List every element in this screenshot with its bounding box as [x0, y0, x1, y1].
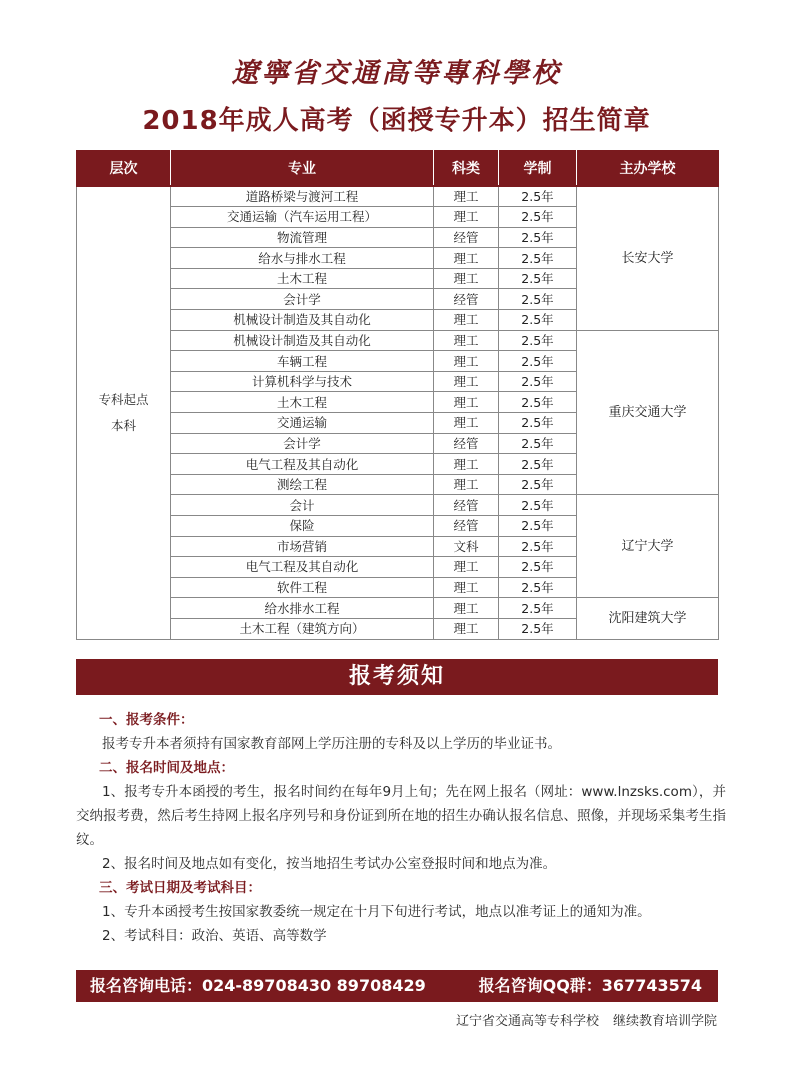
major-cell: 会计学	[171, 433, 434, 454]
school-cell: 沈阳建筑大学	[577, 598, 719, 639]
duration-cell: 2.5年	[499, 351, 577, 372]
duration-cell: 2.5年	[499, 207, 577, 228]
duration-cell: 2.5年	[499, 474, 577, 495]
level-label-line2: 本科	[110, 417, 136, 433]
category-cell: 理工	[434, 474, 499, 495]
programs-table	[76, 150, 719, 640]
category-cell: 理工	[434, 186, 499, 207]
category-cell: 理工	[434, 351, 499, 372]
category-cell: 理工	[434, 454, 499, 475]
section-heading-conditions: 一、报考条件：	[99, 712, 194, 728]
column-header-level: 层次	[77, 150, 171, 186]
major-cell: 交通运输（汽车运用工程）	[171, 207, 434, 228]
contact-qq: 报名咨询QQ群：367743574	[478, 976, 702, 995]
duration-cell: 2.5年	[499, 433, 577, 454]
major-cell: 土木工程	[171, 268, 434, 289]
major-cell: 给水与排水工程	[171, 248, 434, 269]
category-cell: 理工	[434, 310, 499, 331]
school-cell: 长安大学	[577, 186, 719, 330]
level-cell	[77, 186, 171, 639]
duration-cell: 2.5年	[499, 227, 577, 248]
section-paragraph: 2、考试科目：政治、英语、高等数学	[102, 928, 327, 944]
table-row	[77, 598, 719, 619]
major-cell: 物流管理	[171, 227, 434, 248]
category-cell: 理工	[434, 248, 499, 269]
column-header-category: 科类	[434, 150, 499, 186]
category-cell: 理工	[434, 413, 499, 434]
major-cell: 计算机科学与技术	[171, 371, 434, 392]
category-cell: 文科	[434, 536, 499, 557]
table-row	[77, 186, 719, 207]
contact-band	[76, 970, 718, 1002]
section-heading-exam: 三、考试日期及考试科目：	[99, 880, 261, 896]
table-body	[77, 186, 719, 639]
footer-school: 辽宁省交通高等专科学校	[455, 1014, 599, 1029]
duration-cell: 2.5年	[499, 516, 577, 537]
category-cell: 理工	[434, 371, 499, 392]
category-cell: 理工	[434, 618, 499, 639]
major-cell: 测绘工程	[171, 474, 434, 495]
major-cell: 会计学	[171, 289, 434, 310]
category-cell: 理工	[434, 207, 499, 228]
school-name: 遼寧省交通高等專科學校	[231, 58, 562, 89]
duration-cell: 2.5年	[499, 495, 577, 516]
school-cell: 辽宁大学	[577, 495, 719, 598]
duration-cell: 2.5年	[499, 310, 577, 331]
duration-cell: 2.5年	[499, 289, 577, 310]
duration-cell: 2.5年	[499, 186, 577, 207]
duration-cell: 2.5年	[499, 618, 577, 639]
section-heading-registration: 二、报名时间及地点：	[99, 760, 234, 776]
notice-body	[76, 708, 726, 948]
section-paragraph: 1、报考专升本函授的考生，报名时间约在每年9月上旬；先在网上报名（网址：www.lnzsks.com），并交纳报考费，然后考生持网上报名序列号和身份证到所在地的招生办确认报名信息、照像，并现场采集考生指纹。	[76, 784, 726, 848]
major-cell: 电气工程及其自动化	[171, 454, 434, 475]
category-cell: 经管	[434, 495, 499, 516]
major-cell: 机械设计制造及其自动化	[171, 310, 434, 331]
column-header-duration: 学制	[499, 150, 577, 186]
table-row	[77, 495, 719, 516]
duration-cell: 2.5年	[499, 248, 577, 269]
duration-cell: 2.5年	[499, 577, 577, 598]
major-cell: 保险	[171, 516, 434, 537]
duration-cell: 2.5年	[499, 392, 577, 413]
category-cell: 理工	[434, 577, 499, 598]
major-cell: 土木工程	[171, 392, 434, 413]
school-cell: 重庆交通大学	[577, 330, 719, 495]
section-paragraph: 1、专升本函授考生按国家教委统一规定在十月下旬进行考试，地点以准考证上的通知为准。	[102, 904, 651, 920]
category-cell: 理工	[434, 268, 499, 289]
duration-cell: 2.5年	[499, 536, 577, 557]
category-cell: 理工	[434, 598, 499, 619]
notice-title: 报考须知	[76, 659, 718, 695]
duration-cell: 2.5年	[499, 598, 577, 619]
major-cell: 会计	[171, 495, 434, 516]
duration-cell: 2.5年	[499, 371, 577, 392]
table-header-row	[77, 150, 719, 186]
major-cell: 道路桥梁与渡河工程	[171, 186, 434, 207]
page-title: 2018年成人高考（函授专升本）招生简章	[142, 106, 651, 136]
footer	[456, 1011, 717, 1033]
section-paragraph: 2、报名时间及地点如有变化，按当地招生考试办公室登报时间和地点为准。	[102, 856, 557, 872]
duration-cell: 2.5年	[499, 454, 577, 475]
major-cell: 交通运输	[171, 413, 434, 434]
category-cell: 理工	[434, 330, 499, 351]
major-cell: 市场营销	[171, 536, 434, 557]
column-header-major: 专业	[171, 150, 434, 186]
major-cell: 车辆工程	[171, 351, 434, 372]
section-paragraph: 报考专升本者须持有国家教育部网上学历注册的专科及以上学历的毕业证书。	[102, 736, 561, 752]
category-cell: 经管	[434, 516, 499, 537]
category-cell: 经管	[434, 227, 499, 248]
major-cell: 土木工程（建筑方向）	[171, 618, 434, 639]
column-header-school: 主办学校	[577, 150, 719, 186]
category-cell: 理工	[434, 392, 499, 413]
major-cell: 电气工程及其自动化	[171, 557, 434, 578]
category-cell: 理工	[434, 557, 499, 578]
category-cell: 经管	[434, 289, 499, 310]
major-cell: 软件工程	[171, 577, 434, 598]
footer-college: 继续教育培训学院	[612, 1014, 717, 1029]
duration-cell: 2.5年	[499, 268, 577, 289]
major-cell: 机械设计制造及其自动化	[171, 330, 434, 351]
contact-phone: 报名咨询电话：024-89708430 89708429	[90, 976, 426, 995]
duration-cell: 2.5年	[499, 413, 577, 434]
major-cell: 给水排水工程	[171, 598, 434, 619]
category-cell: 经管	[434, 433, 499, 454]
table-row	[77, 330, 719, 351]
duration-cell: 2.5年	[499, 330, 577, 351]
level-label-line1: 专科起点	[98, 391, 149, 407]
duration-cell: 2.5年	[499, 557, 577, 578]
